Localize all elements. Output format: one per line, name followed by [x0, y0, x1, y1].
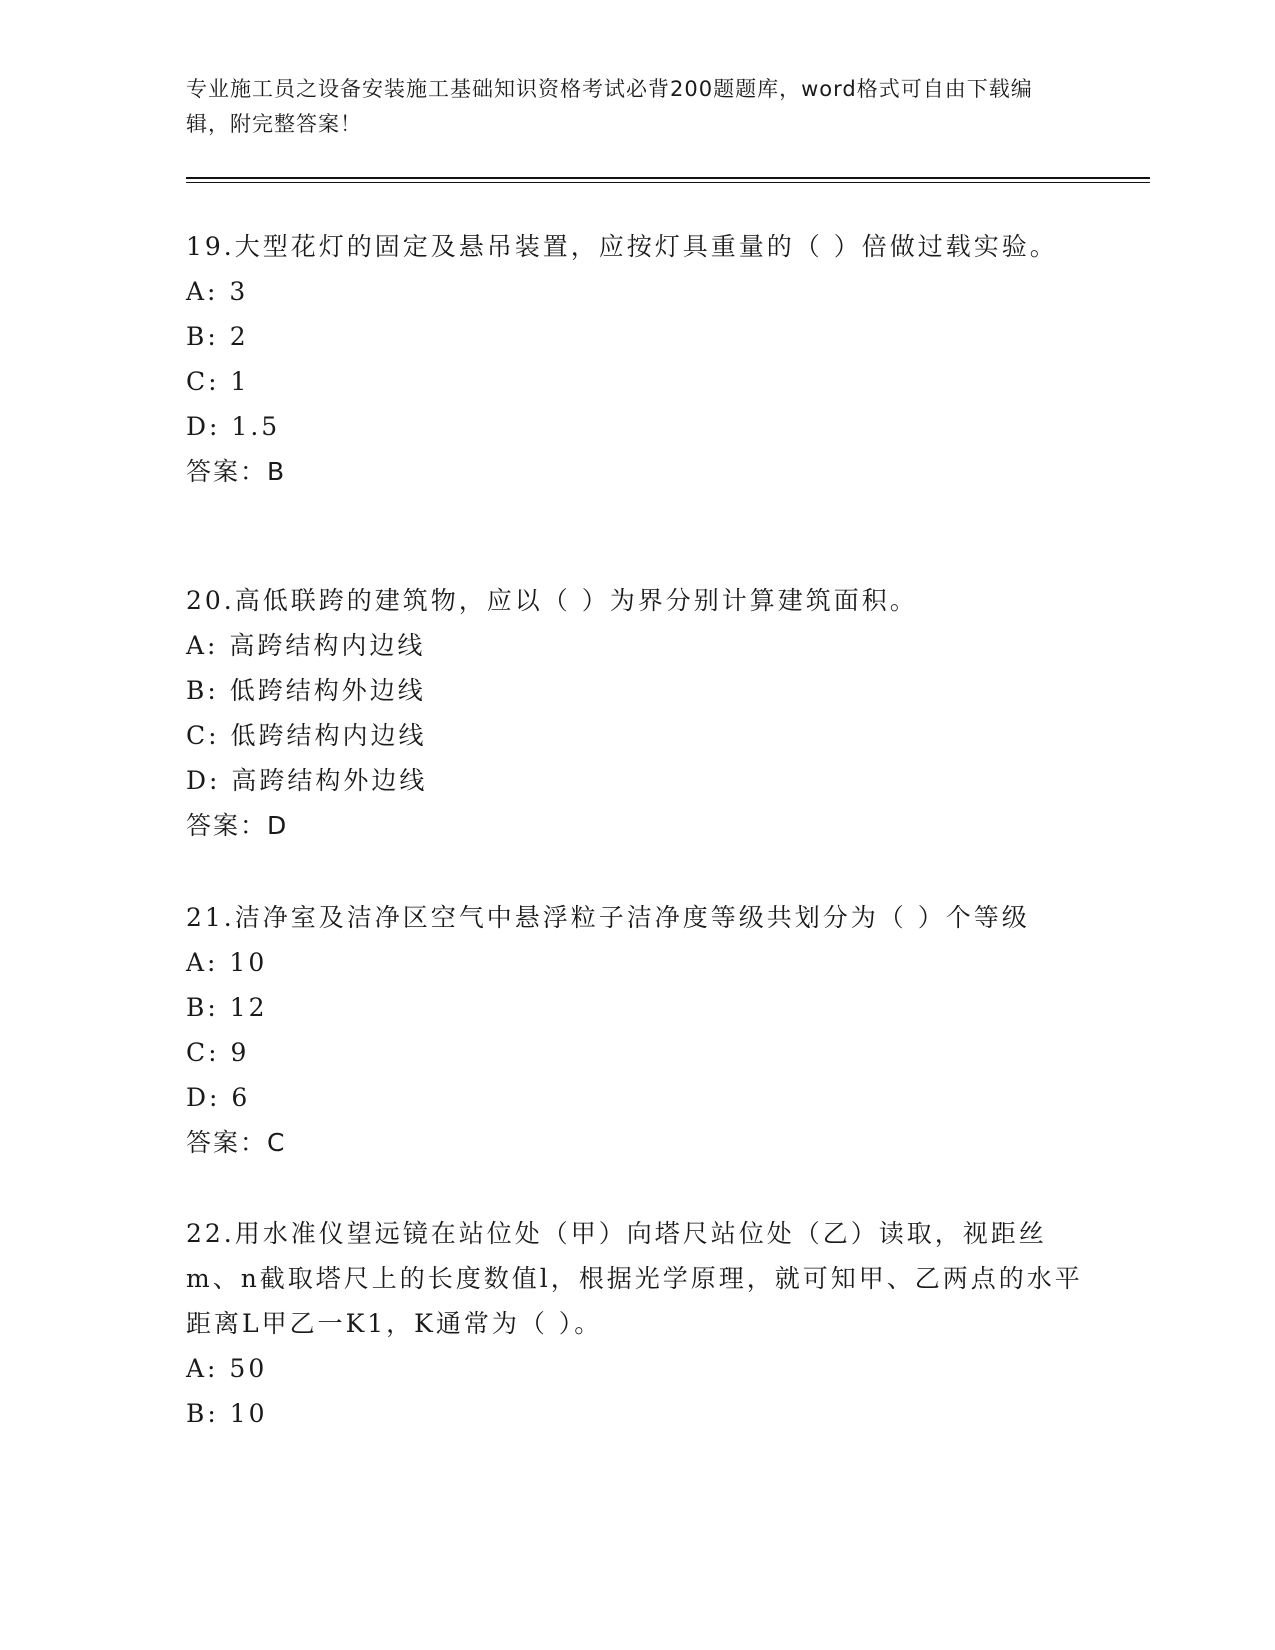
- option-c: C: 低跨结构内边线: [186, 721, 427, 750]
- question-22: [186, 1211, 1086, 1436]
- question-stem: 20.高低联跨的建筑物，应以（ ）为界分别计算建筑面积。: [186, 586, 918, 615]
- question-stem: 21.洁净室及洁净区空气中悬浮粒子洁净度等级共划分为（ ）个等级: [186, 903, 1030, 932]
- option-b: B: 12: [186, 993, 268, 1022]
- question-21: [186, 895, 1086, 1165]
- answer-line: 答案：C: [186, 1128, 287, 1157]
- option-d: D: 6: [186, 1083, 251, 1112]
- question-stem: 22.用水准仪望远镜在站位处（甲）向塔尺站位处（乙）读取，视距丝m、n截取塔尺上的长度数值l，根据光学原理，就可知甲、乙两点的水平距离L甲乙一K1，K通常为（ ）。: [186, 1219, 1083, 1338]
- option-a: A: 高跨结构内边线: [186, 631, 426, 660]
- document-header: 专业施工员之设备安装施工基础知识资格考试必背200题题库，word格式可自由下载编辑，附完整答案！: [186, 77, 1033, 136]
- question-19: [186, 224, 1086, 494]
- option-d: D: 高跨结构外边线: [186, 766, 428, 795]
- option-a: A: 50: [186, 1354, 268, 1383]
- option-d: D: 1.5: [186, 412, 281, 441]
- option-a: A: 10: [186, 948, 268, 977]
- option-b: B: 10: [186, 1399, 268, 1428]
- question-stem: 19.大型花灯的固定及悬吊装置，应按灯具重量的（ ）倍做过载实验。: [186, 232, 1058, 261]
- answer-line: 答案：B: [186, 457, 287, 486]
- header-divider-thin: [186, 182, 1150, 183]
- option-c: C: 9: [186, 1038, 250, 1067]
- option-a: A: 3: [186, 277, 249, 306]
- answer-line: 答案：D: [186, 811, 289, 840]
- option-b: B: 2: [186, 322, 249, 351]
- option-c: C: 1: [186, 367, 250, 396]
- question-20: [186, 578, 1086, 848]
- header-divider: [186, 177, 1150, 179]
- option-b: B: 低跨结构外边线: [186, 676, 426, 705]
